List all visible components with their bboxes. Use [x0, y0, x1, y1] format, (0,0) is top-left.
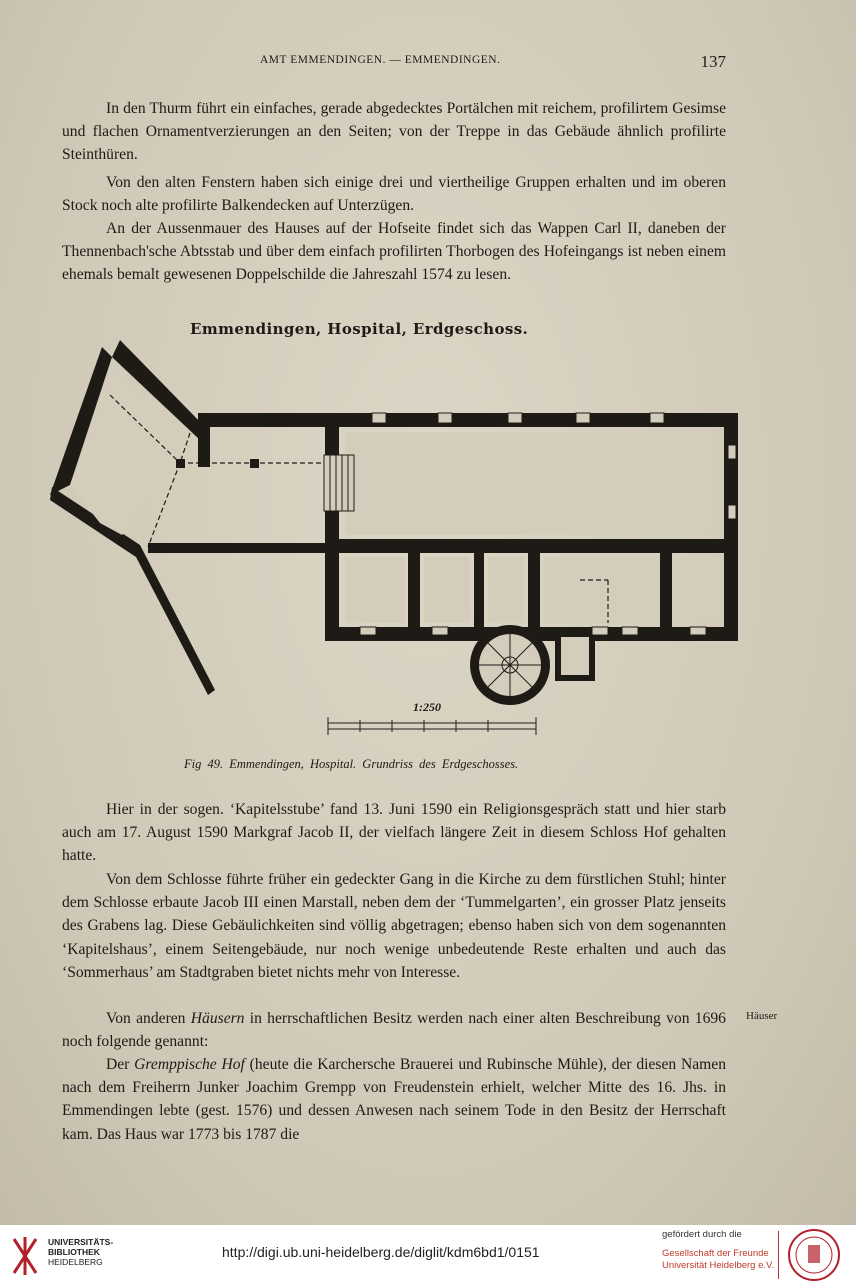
sponsor-name[interactable]: Gesellschaft der Freunde Universität Heidelberg e.V.	[662, 1248, 775, 1271]
sponsor-block	[662, 1229, 780, 1272]
footer-divider	[778, 1231, 779, 1279]
page-number: 137	[700, 52, 726, 71]
plan-partition-1	[408, 553, 420, 631]
paragraph-kapitelsstube: Hier in der sogen. ‘Kapitelsstube’ fand 13. Juni 1590 ein Religionsgespräch statt und hier starb auch am 17. August 1590 Markgraf Jacob II, der vielfach längere Zeit in diesem Schloss Hof gehalten hatte.	[62, 801, 726, 865]
plan-title: Emmendingen, Hospital, Erdgeschoss.	[190, 320, 529, 338]
paragraph-portal: In den Thurm führt ein einfaches, gerade abgedecktes Portälchen mit reichem, profilirtem Gesimse und flachen Ornamentverzierungen an den Seiten; von der Treppe in das Gebäude ähnlich profilirte Steinthüren.	[62, 100, 726, 164]
running-header	[60, 52, 728, 76]
floor-plan	[40, 335, 750, 755]
paragraph-windows: Von den alten Fenstern haben sich einige drei und viertheilige Gruppen erhalten und im oberen Stock noch alte profilirte Balkendecken auf Unterzügen.	[62, 174, 726, 215]
emphasis-haeusern: Häusern	[190, 1010, 245, 1027]
emphasis-gremppischer-hof: Gremppische Hof	[134, 1056, 245, 1073]
scale-label: 1:250	[413, 700, 441, 714]
paragraph-gremppischer-hof: Der Gremppische Hof (heute die Karchersche Brauerei und Rubinsche Mühle), der diesen Namen nach dem Freiherrn Junker Joachim Grempp von Freudenstein erhielt, welcher Mitte des 16. Jhs. in Emmendingen lebte (gest. 1576) und dessen Anwesen nach seinem Tode in den Besitz der Herrschaft kam. Das Haus war 1773 bis 1787 die	[62, 1056, 726, 1143]
paragraph-coat-of-arms: An der Aussenmauer des Hauses auf der Hofseite findet sich das Wappen Carl II, daneben der Thennenbach'sche Abtsstab und über dem einfach profilirten Thorbogen des Hofeingangs ist neben einem ehemals bemalt gewesenen Doppelschilde die Jahreszahl 1574 zu lesen.	[62, 220, 726, 284]
plan-partition-2	[474, 553, 484, 631]
sponsor-intro: gefördert durch die	[662, 1229, 742, 1240]
university-seal-icon	[786, 1228, 842, 1282]
margin-note: Häuser	[746, 1010, 778, 1022]
plan-partition-3	[528, 553, 540, 631]
plan-partition-4	[660, 553, 672, 631]
library-name: UNIVERSITÄTS- BIBLIOTHEK HEIDELBERG	[48, 1237, 114, 1267]
plan-corridor-wall	[325, 539, 738, 553]
permalink-url[interactable]: http://digi.ub.uni-heidelberg.de/diglit/kdm6bd1/0151	[222, 1244, 540, 1260]
paragraph-haeuser: Von anderen Häusern in herrschaftlichen Besitz werden nach einer alten Beschreibung von 1696 noch folgende genannt:	[62, 1010, 726, 1051]
paragraph-gedeckter-gang: Von dem Schlosse führte früher ein gedeckter Gang in die Kirche zu dem fürstlichen Stuhl; hinter dem Schlosse erbaute Jacob III einen Marstall, neben dem der ‘Tummelgarten’, ein grosser Platz jenseits des Grabens lag. Diese Gebäulichkeiten sind völlig abgetragen; ebenso haben sich von dem sogenannten ‘Kapitelshaus’, einem Seitengebäude, nur noch wenige unbedeutende Reste erhalten und auch das ‘Sommerhaus’ am Stadtgraben bietet nichts mehr von Interesse.	[62, 871, 726, 981]
plan-connector-top	[198, 427, 210, 467]
scale-bar	[328, 717, 536, 735]
plan-connector-bottom	[148, 543, 328, 553]
footer-bar	[0, 1225, 856, 1285]
university-library-logo-icon	[8, 1233, 42, 1277]
plan-hall-left-wall	[325, 413, 339, 641]
figure-caption: Fig 49. Emmendingen, Hospital. Grundriss des Erdgeschosses.	[184, 757, 519, 771]
running-title: AMT EMMENDINGEN. — EMMENDINGEN.	[260, 54, 501, 66]
